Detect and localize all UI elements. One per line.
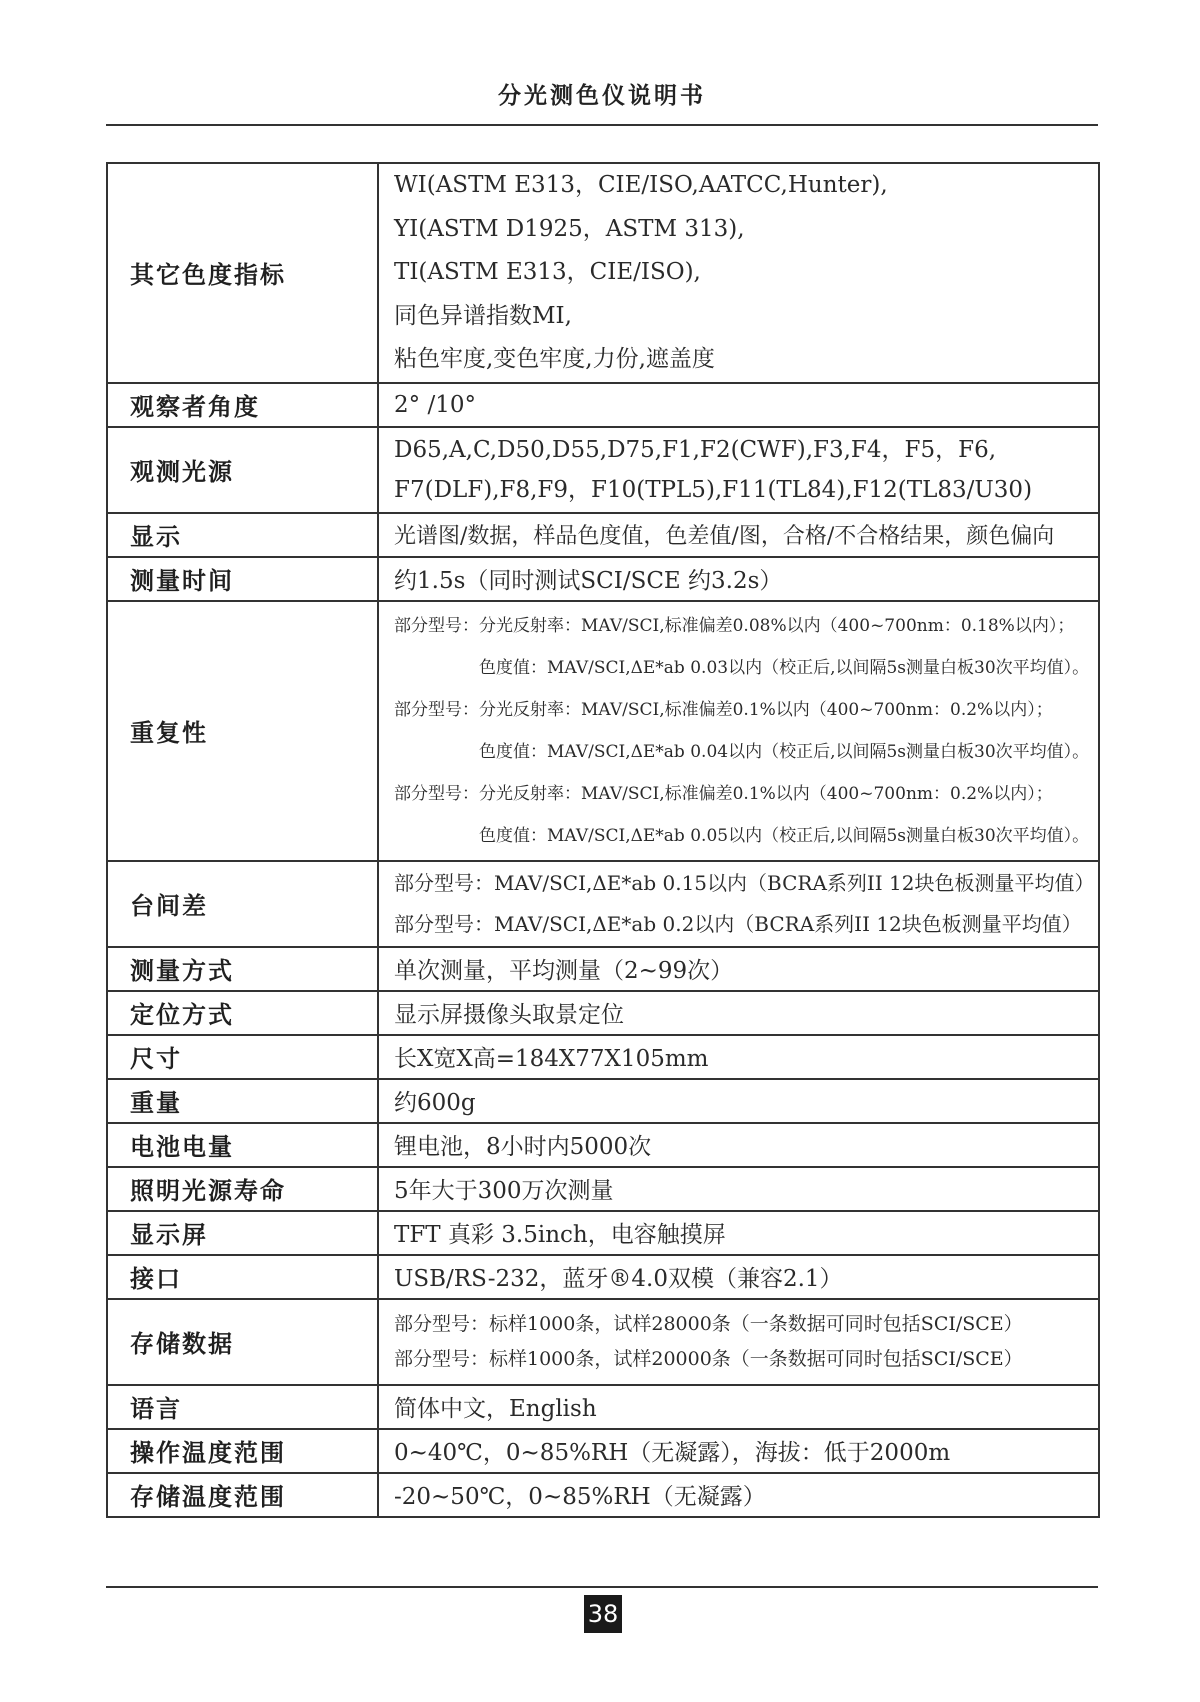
spec-row-illuminants — [107, 427, 1099, 513]
spec-label: 重量 — [107, 1079, 378, 1123]
page-header — [106, 74, 1098, 126]
spec-value-line: 部分型号：标样1000条，试样28000条（一条数据可同时包括SCI/SCE） — [394, 1312, 1023, 1335]
spec-value-line: 2° /10° — [394, 391, 476, 418]
spec-row-language — [107, 1385, 1099, 1429]
spec-label: 操作温度范围 — [107, 1429, 378, 1473]
spec-row-interface — [107, 1255, 1099, 1299]
spec-row-observer-angle — [107, 383, 1099, 427]
spec-value — [378, 601, 1099, 861]
spec-label: 尺寸 — [107, 1035, 378, 1079]
spec-value — [378, 947, 1099, 991]
spec-label: 存储温度范围 — [107, 1473, 378, 1517]
spec-value — [378, 861, 1099, 947]
spec-value-line: 锂电池，8小时内5000次 — [394, 1134, 652, 1160]
spec-value-line: 部分型号：标样1000条，试样20000条（一条数据可同时包括SCI/SCE） — [394, 1347, 1023, 1370]
spec-value-line: 部分型号：分光反射率：MAV/SCI,标准偏差0.1%以内（400~700nm：0.2%以内）； — [394, 699, 1053, 720]
spec-label: 台间差 — [107, 861, 378, 947]
spec-row-lamp-life — [107, 1167, 1099, 1211]
spec-value-line: 部分型号：分光反射率：MAV/SCI,标准偏差0.1%以内（400~700nm：0.2%以内）； — [394, 783, 1053, 804]
spec-value — [378, 1473, 1099, 1517]
spec-value-line: 约1.5s（同时测试SCI/SCE 约3.2s） — [394, 568, 783, 594]
spec-value-line: 5年大于300万次测量 — [394, 1178, 614, 1204]
spec-label: 电池电量 — [107, 1123, 378, 1167]
spec-value-line: 部分型号：MAV/SCI,ΔE*ab 0.15以内（BCRA系列II 12块色板测量平均值） — [394, 870, 1095, 895]
spec-row-measure-mode — [107, 947, 1099, 991]
spec-row-measure-time — [107, 557, 1099, 601]
spec-label: 显示屏 — [107, 1211, 378, 1255]
spec-value — [378, 383, 1099, 427]
spec-value — [378, 1255, 1099, 1299]
spec-row-positioning — [107, 991, 1099, 1035]
document-title: 分光测色仪说明书 — [498, 83, 706, 109]
spec-value-line: F7(DLF),F8,F9，F10(TPL5),F11(TL84),F12(TL83/U30) — [394, 476, 1033, 503]
spec-row-screen — [107, 1211, 1099, 1255]
spec-value — [378, 1123, 1099, 1167]
spec-value — [378, 1299, 1099, 1385]
spec-label: 照明光源寿命 — [107, 1167, 378, 1211]
spec-value-line: 色度值：MAV/SCI,ΔE*ab 0.04以内（校正后,以间隔5s测量白板30次平均值）。 — [479, 741, 1090, 762]
spec-row-storage — [107, 1299, 1099, 1385]
spec-row-display — [107, 513, 1099, 557]
spec-label: 重复性 — [107, 601, 378, 861]
spec-value-line: 同色异谱指数MI, — [394, 302, 572, 329]
spec-value-line: 色度值：MAV/SCI,ΔE*ab 0.03以内（校正后,以间隔5s测量白板30次平均值）。 — [479, 657, 1090, 678]
spec-value-line: YI(ASTM D1925，ASTM 313), — [394, 215, 745, 242]
spec-row-repeatability — [107, 601, 1099, 861]
spec-row-operating-temp — [107, 1429, 1099, 1473]
spec-row-weight — [107, 1079, 1099, 1123]
spec-label: 测量方式 — [107, 947, 378, 991]
spec-table — [106, 162, 1100, 1518]
spec-label: 其它色度指标 — [107, 163, 378, 383]
spec-value-line: 单次测量，平均测量（2~99次） — [394, 958, 734, 984]
spec-label: 语言 — [107, 1385, 378, 1429]
footer-divider — [106, 1586, 1098, 1588]
spec-value — [378, 1211, 1099, 1255]
spec-value — [378, 1385, 1099, 1429]
spec-value-line: 约600g — [394, 1090, 476, 1116]
spec-label: 定位方式 — [107, 991, 378, 1035]
spec-value — [378, 427, 1099, 513]
spec-value — [378, 1429, 1099, 1473]
spec-value-line: 部分型号：MAV/SCI,ΔE*ab 0.2以内（BCRA系列II 12块色板测量平均值） — [394, 911, 1082, 936]
spec-value — [378, 557, 1099, 601]
spec-value-line: 部分型号：分光反射率：MAV/SCI,标准偏差0.08%以内（400~700nm：0.18%以内）； — [394, 615, 1075, 636]
spec-value — [378, 1079, 1099, 1123]
spec-row-storage-temp — [107, 1473, 1099, 1517]
spec-value-line: D65,A,C,D50,D55,D75,F1,F2(CWF),F3,F4，F5，F6, — [394, 436, 997, 463]
spec-label: 观测光源 — [107, 427, 378, 513]
page-number: 38 — [584, 1595, 622, 1633]
spec-row-battery — [107, 1123, 1099, 1167]
spec-row-inter-instrument — [107, 861, 1099, 947]
spec-value-line: -20~50℃，0~85%RH（无凝露） — [394, 1484, 766, 1510]
spec-value — [378, 513, 1099, 557]
spec-label: 显示 — [107, 513, 378, 557]
spec-value-line: 粘色牢度,变色牢度,力份,遮盖度 — [394, 346, 715, 372]
spec-value-line: 0~40℃，0~85%RH（无凝露），海拔：低于2000m — [394, 1440, 951, 1466]
spec-value — [378, 163, 1099, 383]
spec-value-line: TI(ASTM E313，CIE/ISO), — [394, 259, 701, 285]
spec-label: 测量时间 — [107, 557, 378, 601]
spec-value-line: WI(ASTM E313，CIE/ISO,AATCC,Hunter), — [394, 172, 888, 198]
spec-value-line: 简体中文，English — [394, 1396, 597, 1422]
spec-label: 存储数据 — [107, 1299, 378, 1385]
spec-value-line: 显示屏摄像头取景定位 — [394, 1002, 624, 1028]
spec-value — [378, 991, 1099, 1035]
spec-value-line: 长X宽X高=184X77X105mm — [394, 1046, 709, 1072]
spec-value-line: 光谱图/数据，样品色度值，色差值/图，合格/不合格结果，颜色偏向 — [394, 524, 1055, 549]
spec-value-line: TFT 真彩 3.5inch，电容触摸屏 — [394, 1222, 726, 1248]
spec-value-line: USB/RS-232，蓝牙®4.0双模（兼容2.1） — [394, 1266, 843, 1292]
spec-row-dimensions — [107, 1035, 1099, 1079]
spec-value — [378, 1167, 1099, 1211]
spec-label: 观察者角度 — [107, 383, 378, 427]
spec-row-color-indices — [107, 163, 1099, 383]
spec-value-line: 色度值：MAV/SCI,ΔE*ab 0.05以内（校正后,以间隔5s测量白板30次平均值）。 — [479, 825, 1090, 846]
spec-label: 接口 — [107, 1255, 378, 1299]
spec-value — [378, 1035, 1099, 1079]
